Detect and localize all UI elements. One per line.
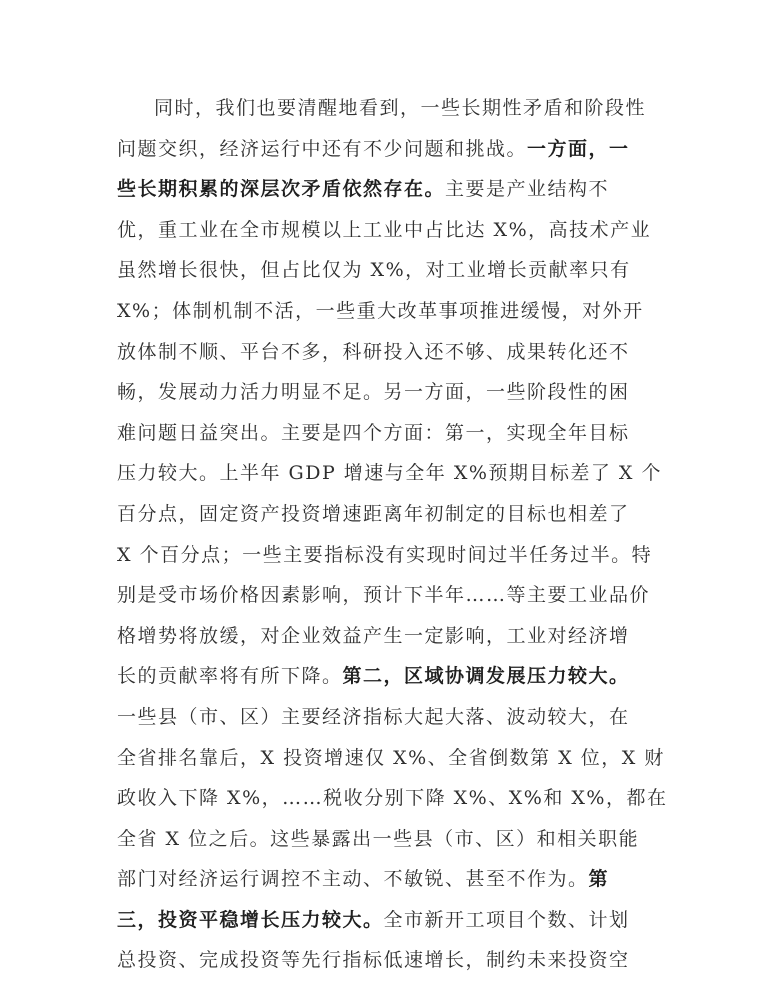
text-line [117,738,665,779]
text-run: 全省 X 位之后。这些暴露出一些县（市、区）和相关职能 [117,827,640,850]
text-run: 总投资、完成投资等先行指标低速增长，制约未来投资空 [117,949,630,972]
text-line [117,210,657,251]
text-line [117,697,657,738]
text-line [117,778,668,819]
text-line [117,494,657,535]
text-run: 虽然增长很快，但占比仅为 X%，对工业增长贡献率只有 [117,259,631,282]
text-line [117,413,657,454]
text-line [117,453,663,494]
text-line [117,291,657,332]
text-run: 长的贡献率将有所下降。 [117,665,343,688]
text-line [117,656,657,697]
text-run: 部门对经济运行调控不主动、不敏锐、甚至不作为。 [117,868,589,891]
text-run: 百分点，固定资产投资增速距离年初制定的目标也相差了 [117,502,630,525]
bold-text-run: 第二，区域协调发展压力较大。 [342,665,630,688]
text-line [117,900,657,941]
text-line [117,332,657,373]
text-run: 同时，我们也要清醒地看到，一些长期性矛盾和阶段性 [154,97,647,119]
text-line [117,88,657,129]
text-run: 压力较大。上半年 GDP 增速与全年 X%预期目标差了 X 个 [117,462,663,485]
text-run: 难问题日益突出。主要是四个方面：第一，实现全年目标 [117,421,630,444]
text-run: 问题交织，经济运行中还有不少问题和挑战。 [117,137,528,160]
text-run: 畅，发展动力活力明显不足。另一方面，一些阶段性的困 [117,381,630,404]
text-line [117,859,657,900]
text-run: 别是受市场价格因素影响，预计下半年……等主要工业品价 [117,584,651,607]
bold-text-run: 一方面，一 [527,137,630,160]
text-line [117,129,657,170]
text-run: 优，重工业在全市规模以上工业中占比达 X%，高技术产业 [117,218,652,241]
text-line [117,535,657,576]
text-line [117,819,657,860]
text-run: 主要是产业结构不 [445,178,610,201]
text-run: X 个百分点；一些主要指标没有实现时间过半任务过半。特 [117,543,653,566]
text-run: X%；体制机制不活，一些重大改革事项推进缓慢，对外开 [117,299,644,322]
text-line [117,575,657,616]
text-run: 一些县（市、区）主要经济指标大起大落、波动较大，在 [117,705,630,728]
text-run: 全省排名靠后，X 投资增速仅 X%、全省倒数第 X 位，X 财 [117,746,665,769]
text-run: 格增势将放缓，对企业效益产生一定影响，工业对经济增 [117,624,630,647]
bold-text-run: 三，投资平稳增长压力较大。 [117,908,384,931]
text-run: 放体制不顺、平台不多，科研投入还不够、成果转化还不 [117,340,630,363]
text-run: 全市新开工项目个数、计划 [383,908,630,931]
bold-text-run: 些长期积累的深层次矛盾依然存在。 [117,178,446,201]
text-line [117,250,657,291]
paragraph [117,88,668,981]
document-body [117,88,668,981]
text-line [117,169,657,210]
bold-text-run: 第 [588,868,610,891]
text-line [117,616,657,657]
text-line [117,372,657,413]
text-line [117,940,657,981]
text-run: 政收入下降 X%，……税收分别下降 X%、X%和 X%，都在 [117,787,668,810]
